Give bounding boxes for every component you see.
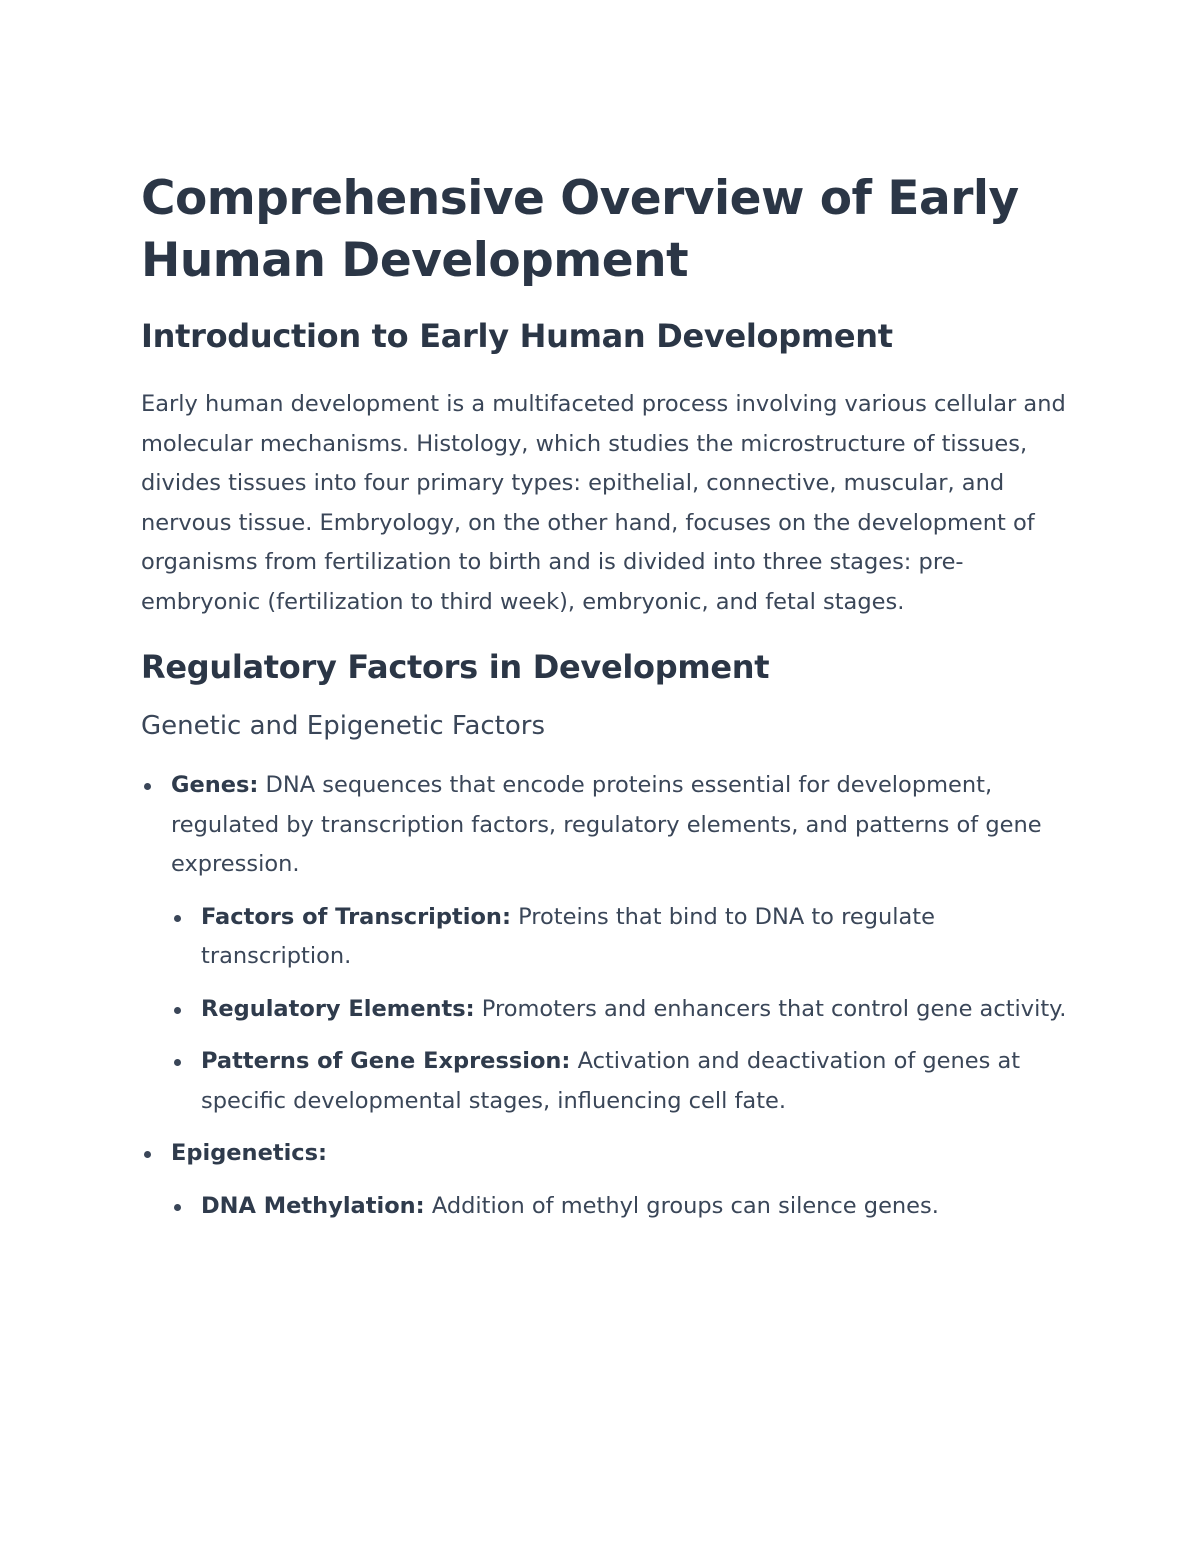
term-epigenetics: Epigenetics: (171, 1140, 328, 1166)
genes-description: DNA sequences that encode proteins essential for development, regulated by transcription factors, regulatory elements, and patterns of gene expression. (171, 772, 1042, 877)
document-page (141, 168, 1071, 1226)
factors-of-transcription-description: Proteins that bind to DNA to regulate transcription. (201, 903, 935, 969)
genes-sublist (171, 898, 1071, 1122)
factors-list (141, 766, 1071, 1226)
list-item-genes (141, 766, 1071, 1121)
term-genes: Genes: (171, 772, 259, 798)
bullet-icon (144, 783, 151, 790)
bullet-icon (174, 915, 181, 922)
list-item-factors-of-transcription (171, 898, 1071, 977)
dna-methylation-description: Addition of methyl groups can silence genes. (424, 1192, 939, 1219)
bullet-icon (174, 1007, 181, 1014)
bullet-icon (174, 1204, 181, 1211)
introduction-paragraph: Early human development is a multifaceted process involving various cellular and molecular mechanisms. Histology, which studies the microstructure of tissues, divides tissues into four primary types: epithelial, connective, muscular, and nervous tissue. Embryology, on the other hand, focuses on the development of organisms from fertilization to birth and is divided into three stages: pre-embryonic (fertilization to third week), embryonic, and fetal stages. (141, 391, 1066, 615)
list-item-dna-methylation (171, 1187, 1071, 1227)
bullet-icon (144, 1151, 151, 1158)
document-title: Comprehensive Overview of Early Human Development (141, 171, 1019, 288)
patterns-of-gene-expression-description: Activation and deactivation of genes at specific developmental stages, influencing cell fate. (201, 1048, 1021, 1114)
list-item-epigenetics (141, 1134, 1071, 1226)
regulatory-elements-description: Promoters and enhancers that control gene activity. (474, 995, 1067, 1022)
subsection-heading-genetic-epigenetic: Genetic and Epigenetic Factors (141, 711, 546, 741)
term-dna-methylation: DNA Methylation: (201, 1192, 425, 1219)
section-heading-regulatory-factors: Regulatory Factors in Development (141, 648, 770, 686)
term-regulatory-elements: Regulatory Elements: (201, 995, 475, 1022)
list-item-regulatory-elements (171, 990, 1071, 1030)
epigenetics-sublist (171, 1187, 1071, 1227)
list-item-patterns-of-gene-expression (171, 1042, 1071, 1121)
section-heading-introduction: Introduction to Early Human Development (141, 317, 893, 355)
bullet-icon (174, 1059, 181, 1066)
term-factors-of-transcription: Factors of Transcription: (201, 903, 511, 930)
term-patterns-of-gene-expression: Patterns of Gene Expression: (201, 1048, 571, 1074)
